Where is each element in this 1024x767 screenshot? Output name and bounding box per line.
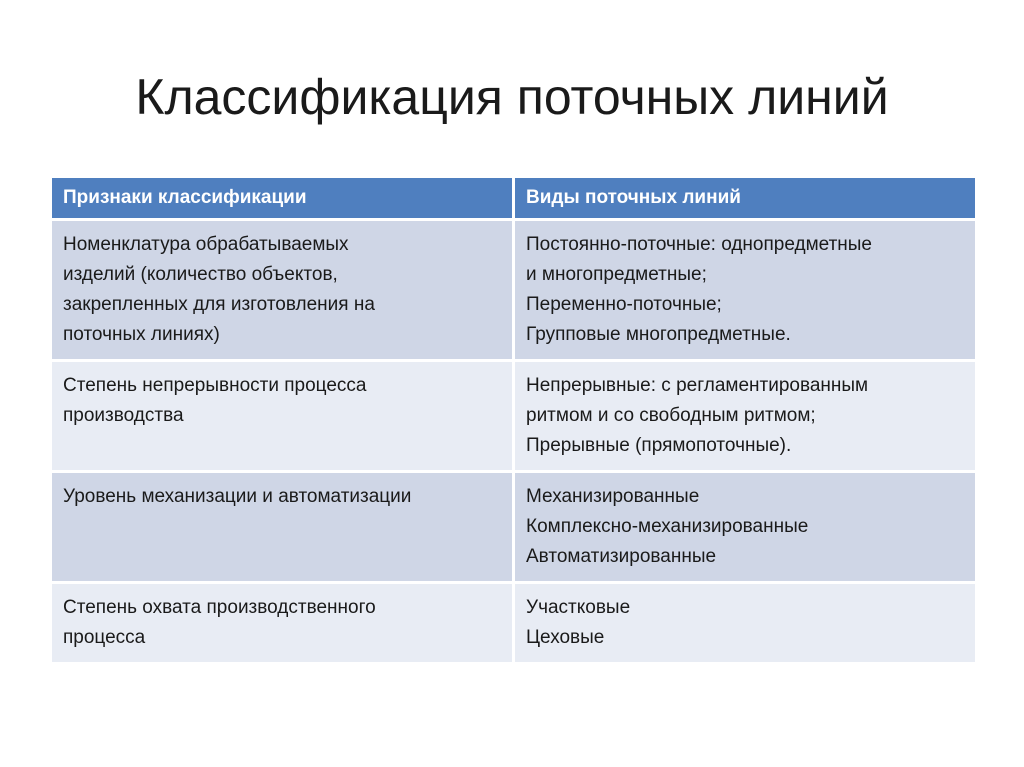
header-line-types: Виды поточных линий bbox=[515, 178, 975, 221]
cell-line: Комплексно-механизированные bbox=[526, 516, 809, 537]
cell-line: Номенклатура обрабатываемых bbox=[63, 234, 349, 255]
cell-line: и многопредметные; bbox=[526, 264, 707, 285]
cell-line: Цеховые bbox=[526, 627, 605, 648]
criterion-cell bbox=[52, 473, 512, 584]
cell-line: изделий (количество объектов, bbox=[63, 264, 338, 285]
cell-line: Непрерывные: с регламентированным bbox=[526, 375, 869, 396]
classification-table bbox=[49, 178, 978, 665]
criterion-cell bbox=[52, 221, 512, 362]
cell-line: производства bbox=[63, 405, 184, 426]
cell-line: ритмом и со свободным ритмом; bbox=[526, 405, 816, 426]
table-row bbox=[52, 362, 975, 473]
table-header-row bbox=[52, 178, 975, 221]
cell-line: Степень непрерывности процесса bbox=[63, 375, 367, 396]
table-row bbox=[52, 221, 975, 362]
cell-line: Групповые многопредметные. bbox=[526, 324, 791, 345]
types-cell bbox=[515, 473, 975, 584]
table-row bbox=[52, 584, 975, 665]
cell-line: Переменно-поточные; bbox=[526, 294, 722, 315]
cell-line: Постоянно-поточные: однопредметные bbox=[526, 234, 872, 255]
cell-line: Прерывные (прямопоточные). bbox=[526, 435, 792, 456]
table-row bbox=[52, 473, 975, 584]
cell-line: Автоматизированные bbox=[526, 546, 717, 567]
types-cell bbox=[515, 584, 975, 665]
cell-line: Степень охвата производственного bbox=[63, 597, 376, 618]
slide-title: Классификация поточных линий bbox=[135, 69, 889, 125]
cell-line: закрепленных для изготовления на bbox=[63, 294, 375, 315]
criterion-cell bbox=[52, 362, 512, 473]
header-criteria: Признаки классификации bbox=[52, 178, 512, 221]
criterion-cell bbox=[52, 584, 512, 665]
cell-line: Участковые bbox=[526, 597, 631, 618]
cell-line: процесса bbox=[63, 627, 146, 648]
types-cell bbox=[515, 221, 975, 362]
types-cell bbox=[515, 362, 975, 473]
cell-line: Механизированные bbox=[526, 486, 700, 507]
cell-line: поточных линиях) bbox=[63, 324, 220, 345]
cell-line: Уровень механизации и автоматизации bbox=[63, 486, 412, 507]
